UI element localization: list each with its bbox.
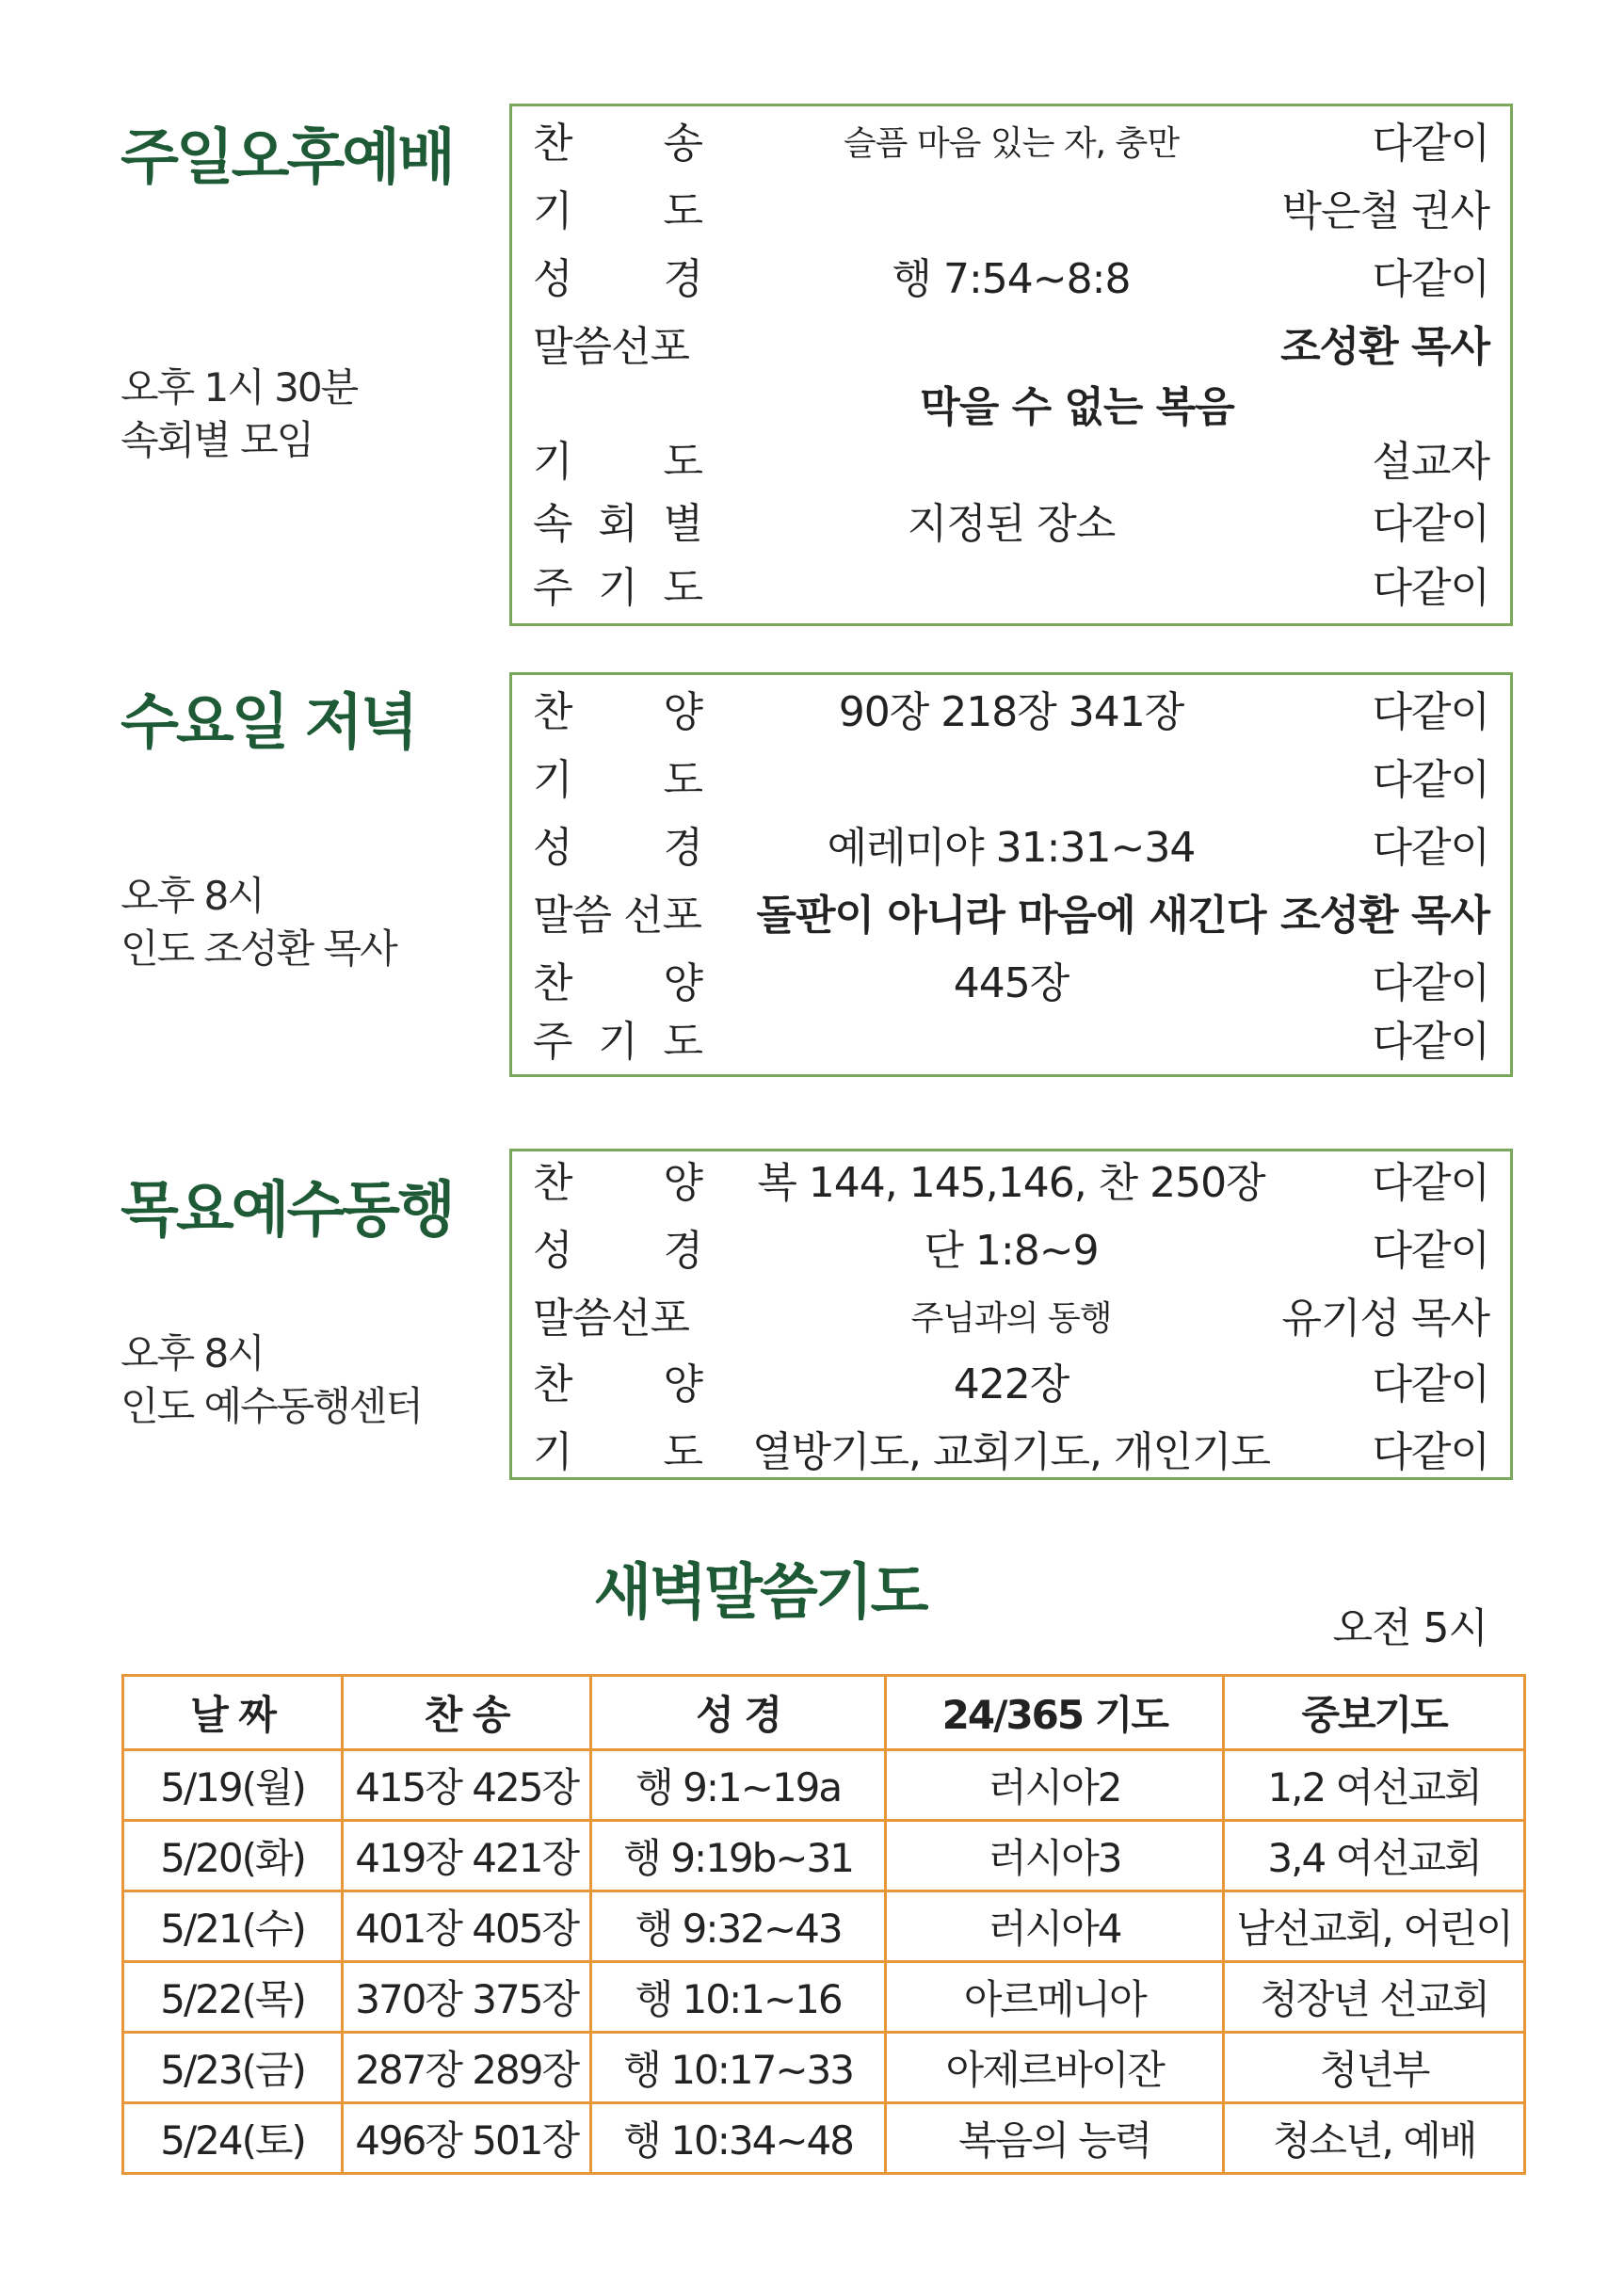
order-label: 찬 양	[533, 1159, 702, 1207]
header-intercession: 중보기도	[1224, 1676, 1525, 1750]
dawn-schedule-table	[121, 1674, 1526, 2175]
order-person: 다같이	[1372, 824, 1489, 872]
cell-prayer: 러시아3	[886, 1821, 1224, 1891]
cell-scripture: 행 10:34~48	[591, 2103, 886, 2174]
sunday-note	[121, 362, 357, 467]
cell-hymn: 415장 425장	[343, 1750, 591, 1821]
cell-date: 5/24(토)	[123, 2103, 343, 2174]
wednesday-note-leader: 인도 조성환 목사	[121, 925, 396, 972]
order-person: 다같이	[1372, 1159, 1489, 1207]
cell-scripture: 행 9:19b~31	[591, 1821, 886, 1891]
sunday-note-time: 오후 1시 30분	[121, 364, 358, 410]
order-label: 성 경	[533, 824, 702, 872]
order-row	[512, 886, 1510, 946]
order-content: 90장 218장 341장	[838, 688, 1184, 736]
cell-scripture: 행 10:17~33	[591, 2033, 886, 2103]
order-label: 기 도	[533, 756, 702, 804]
wednesday-title: 수요일 저녁	[121, 688, 416, 758]
cell-date: 5/20(화)	[123, 1821, 343, 1891]
order-row	[512, 1153, 1510, 1214]
thursday-note-time: 오후 8시	[121, 1330, 264, 1376]
cell-prayer: 아제르바이잔	[886, 2033, 1224, 2103]
cell-hymn: 287장 289장	[343, 2033, 591, 2103]
thursday-title: 목요예수동행	[121, 1176, 453, 1246]
order-person: 설교자	[1372, 438, 1489, 486]
order-content: 돌판이 아니라 마음에 새긴다	[756, 892, 1266, 940]
table-row	[123, 1750, 1525, 1821]
order-person: 다같이	[1372, 1360, 1489, 1408]
order-person: 다같이	[1372, 756, 1489, 804]
cell-prayer: 복음의 능력	[886, 2103, 1224, 2174]
table-header-row	[123, 1676, 1525, 1750]
order-row	[512, 750, 1510, 811]
order-person: 다같이	[1372, 255, 1489, 303]
cell-intercession: 청소년, 예배	[1224, 2103, 1525, 2174]
order-row	[512, 1221, 1510, 1281]
order-content: 복 144, 145,146, 찬 250장	[757, 1159, 1265, 1207]
order-label: 말씀 선포	[533, 892, 702, 940]
cell-date: 5/21(수)	[123, 1891, 343, 1962]
order-content: 주님과의 동행	[910, 1299, 1112, 1338]
order-person: 다같이	[1372, 564, 1489, 612]
wednesday-note-time: 오후 8시	[121, 873, 264, 919]
order-content: 슬픔 마음 있는 자, 충만	[843, 124, 1180, 163]
order-person: 다같이	[1372, 1428, 1489, 1476]
sunday-title: 주일오후예배	[121, 123, 453, 193]
sunday-note-place: 속회별 모임	[121, 417, 314, 463]
cell-hymn: 419장 421장	[343, 1821, 591, 1891]
cell-scripture: 행 9:1~19a	[591, 1750, 886, 1821]
order-label: 기 도	[533, 187, 702, 235]
order-label: 말씀선포	[533, 323, 690, 371]
sermon-title: 막을 수 없는 복음	[920, 383, 1234, 431]
header-scripture: 성 경	[591, 1676, 886, 1750]
dawn-title: 새벽말씀기도	[593, 1558, 926, 1628]
order-person: 조성환 목사	[1280, 892, 1489, 940]
order-content: 열방기도, 교회기도, 개인기도	[752, 1428, 1270, 1476]
order-label: 기 도	[533, 438, 702, 486]
order-person: 다같이	[1372, 959, 1489, 1007]
thursday-note	[121, 1328, 422, 1433]
order-label: 찬 양	[533, 1360, 702, 1408]
cell-prayer: 러시아2	[886, 1750, 1224, 1821]
order-label: 찬 송	[533, 120, 702, 168]
order-label: 말씀선포	[533, 1295, 690, 1343]
order-row	[512, 114, 1510, 174]
table-row	[123, 1962, 1525, 2033]
table-row	[123, 2103, 1525, 2174]
order-label: 찬 양	[533, 688, 702, 736]
wednesday-note	[121, 870, 396, 975]
order-label: 기 도	[533, 1428, 702, 1476]
cell-date: 5/22(목)	[123, 1962, 343, 2033]
order-label: 찬 양	[533, 959, 702, 1007]
order-row	[512, 494, 1510, 555]
order-row	[512, 182, 1510, 242]
wednesday-order-box	[509, 672, 1513, 1077]
cell-date: 5/19(월)	[123, 1750, 343, 1821]
thursday-order-box	[509, 1149, 1513, 1480]
order-content: 행 7:54~8:8	[892, 255, 1131, 303]
order-content: 445장	[953, 959, 1069, 1007]
cell-intercession: 1,2 여선교회	[1224, 1750, 1525, 1821]
cell-scripture: 행 10:1~16	[591, 1962, 886, 2033]
order-row	[512, 818, 1510, 878]
order-content: 예레미야 31:31~34	[827, 824, 1196, 872]
cell-hymn: 401장 405장	[343, 1891, 591, 1962]
cell-intercession: 청년부	[1224, 2033, 1525, 2103]
cell-intercession: 3,4 여선교회	[1224, 1821, 1525, 1891]
order-person: 다같이	[1372, 120, 1489, 168]
order-person: 박은철 권사	[1281, 187, 1489, 235]
thursday-note-leader: 인도 예수동행센터	[121, 1383, 422, 1429]
cell-date: 5/23(금)	[123, 2033, 343, 2103]
table-row	[123, 1891, 1525, 1962]
order-content: 단 1:8~9	[924, 1227, 1099, 1275]
order-person: 조성환 목사	[1280, 323, 1489, 371]
header-hymn: 찬 송	[343, 1676, 591, 1750]
order-content: 422장	[953, 1360, 1069, 1408]
order-content: 지정된 장소	[907, 500, 1116, 548]
order-label: 주 기 도	[533, 1018, 702, 1066]
order-row	[512, 432, 1510, 492]
order-row	[512, 683, 1510, 743]
order-row	[512, 1289, 1510, 1349]
order-person: 다같이	[1372, 1227, 1489, 1275]
cell-prayer: 러시아4	[886, 1891, 1224, 1962]
table-row	[123, 2033, 1525, 2103]
cell-scripture: 행 9:32~43	[591, 1891, 886, 1962]
order-person: 유기성 목사	[1281, 1295, 1489, 1343]
order-row	[512, 954, 1510, 1014]
order-person: 다같이	[1372, 500, 1489, 548]
order-row	[512, 1355, 1510, 1415]
dawn-time: 오전 5시	[1332, 1604, 1487, 1652]
order-label: 성 경	[533, 1227, 702, 1275]
sunday-order-box	[509, 104, 1513, 626]
order-person: 다같이	[1372, 688, 1489, 736]
cell-intercession: 남선교회, 어린이	[1224, 1891, 1525, 1962]
order-row	[512, 558, 1510, 619]
order-label: 주 기 도	[533, 564, 702, 612]
order-label: 성 경	[533, 255, 702, 303]
order-row	[512, 317, 1510, 378]
order-row	[512, 1423, 1510, 1483]
header-date: 날 짜	[123, 1676, 343, 1750]
order-row	[512, 249, 1510, 310]
table-row	[123, 1821, 1525, 1891]
header-24-365-prayer: 24/365 기도	[886, 1676, 1224, 1750]
cell-hymn: 370장 375장	[343, 1962, 591, 2033]
cell-intercession: 청장년 선교회	[1224, 1962, 1525, 2033]
cell-prayer: 아르메니아	[886, 1962, 1224, 2033]
order-row	[512, 1012, 1510, 1072]
order-label: 속 회 별	[533, 500, 702, 548]
cell-hymn: 496장 501장	[343, 2103, 591, 2174]
order-person: 다같이	[1372, 1018, 1489, 1066]
